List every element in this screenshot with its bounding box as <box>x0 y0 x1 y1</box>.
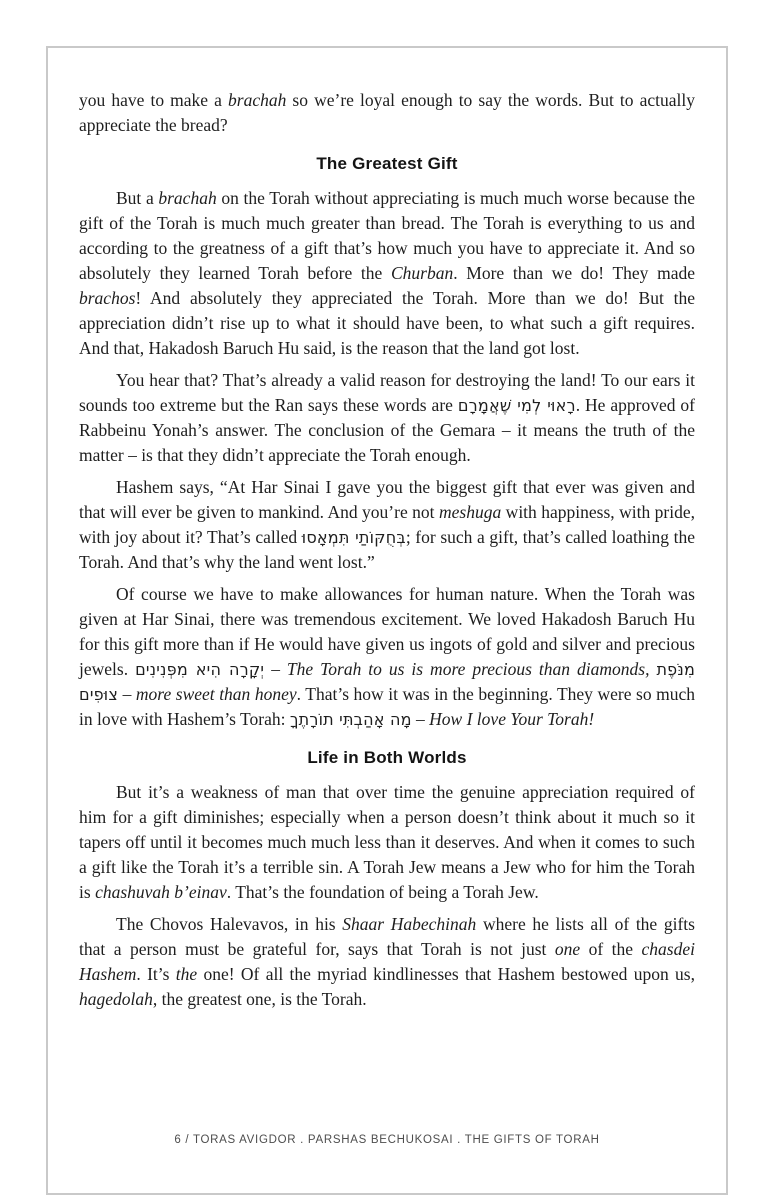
text-run: ; for such a gift, that’s called loathing the Torah. And that’s why the land went lost.” <box>79 527 695 572</box>
italic-text: chashuvah b’einav <box>95 882 227 902</box>
italic-text: Shaar Habechinah <box>342 914 477 934</box>
text-run: . It’s <box>136 964 176 984</box>
text-run: . That’s the foundation of being a Torah Jew. <box>226 882 539 902</box>
hebrew-text: מָה אָהַבְתִּי תוֹרָתֶךָ <box>289 710 412 729</box>
hebrew-text: מִנֹּפֶת צוּפִים <box>79 660 696 704</box>
text-run: where he lists all of the gifts that a person must be grateful for, says that Torah is not just <box>79 914 695 959</box>
text-run: you have to make a <box>79 90 229 110</box>
paragraph <box>79 780 695 905</box>
text-run: . He approved of Rabbeinu Yonah’s answer. The conclusion of the Gemara – it means the truth of the matter – is that they didn’t appreciate the Torah enough. <box>79 395 695 465</box>
text-run: – <box>411 709 430 729</box>
italic-text: brachah <box>158 188 217 208</box>
italic-text: The Torah to us is more precious than diamonds, <box>286 659 650 679</box>
text-run: You hear that? That’s already a valid reason for destroying the land! To our ears it sounds too extreme but the Ran says these words are <box>79 370 695 415</box>
text-run: , the greatest one, is the Torah. <box>152 989 367 1009</box>
italic-text: brachah <box>228 90 287 110</box>
text-run: But it’s a weakness of man that over time the genuine appreciation required of him for a gift diminishes; especially when a person doesn’t think about it much so it tapers off until it becomes much much less than it deserves. And when it comes to such a gift like the Torah it’s a terrible sin. A Torah Jew means a Jew who for him the Torah is <box>79 782 695 902</box>
italic-text: more sweet than honey <box>135 684 297 704</box>
paragraph <box>79 186 695 361</box>
page-frame <box>46 46 728 1195</box>
italic-text: hagedolah <box>79 989 153 1009</box>
italic-text: the <box>175 964 198 984</box>
page-footer: 6 / TORAS AVIGDOR . PARSHAS BECHUKOSAI . THE GIFTS OF TORAH <box>174 1134 600 1146</box>
text-run: . That’s how it was in the beginning. They were so much in love with Hashem’s Torah: <box>79 684 696 729</box>
page-body <box>79 88 695 1019</box>
hebrew-text: בְּחֻקּוֹתַי תִּמְאָסוּ <box>301 528 406 547</box>
section-heading: The Greatest Gift <box>316 154 458 173</box>
paragraph <box>79 475 695 575</box>
text-run: one! Of all the myriad kindlinesses that Hashem bestowed upon us, <box>197 964 695 984</box>
text-run: Of course we have to make allowances for human nature. When the Torah was given at Har Sinai, there was tremendous excitement. We loved Hakadosh Baruch Hu for this gift more than if He would have given us ingots of gold and silver and precious jewels. <box>79 584 695 679</box>
italic-text: brachos <box>79 288 136 308</box>
text-run: of the <box>580 939 642 959</box>
hebrew-text: רָאוּי לְמִי שֶׁאֲמָרָם <box>457 396 576 415</box>
section-heading: Life in Both Worlds <box>307 748 467 767</box>
paragraph <box>79 582 695 732</box>
text-run: . More than we do! They made <box>453 263 696 283</box>
italic-text: one <box>554 939 581 959</box>
italic-text: Churban <box>390 263 454 283</box>
text-run: But a <box>116 188 159 208</box>
text-run: Hashem says, “At Har Sinai I gave you the biggest gift that ever was given and that will ever be given to mankind. And you’re not <box>79 477 695 522</box>
text-run: – <box>264 659 287 679</box>
italic-text: How I love Your Torah! <box>429 709 595 729</box>
text-run: on the Torah without appreciating is much much worse because the gift of the Torah is much much greater than bread. The Torah is everything to us and according to the greatness of a gift that’s how much you have to appreciate it. And so absolutely they learned Torah before the <box>79 188 695 283</box>
text-run: ! And absolutely they appreciated the Torah. More than we do! But the appreciation didn’t rise up to what it should have been, to what such a gift requires. And that, Hakadosh Baruch Hu said, is the reason that the land got lost. <box>79 288 695 358</box>
text-run: – <box>118 684 136 704</box>
text-run: with happiness, with pride, with joy about it? That’s called <box>79 502 695 547</box>
text-run: so we’re loyal enough to say the words. But to actually appreciate the bread? <box>79 90 695 135</box>
italic-text: chasdei Hashem <box>79 939 695 984</box>
paragraph <box>79 912 695 1012</box>
text-run: The Chovos Halevavos, in his <box>116 914 343 934</box>
italic-text: meshuga <box>439 502 502 522</box>
hebrew-text: יְקָרָה הִיא מִפְּנִינִים <box>135 660 265 679</box>
paragraph <box>79 368 695 468</box>
paragraph <box>79 88 695 138</box>
